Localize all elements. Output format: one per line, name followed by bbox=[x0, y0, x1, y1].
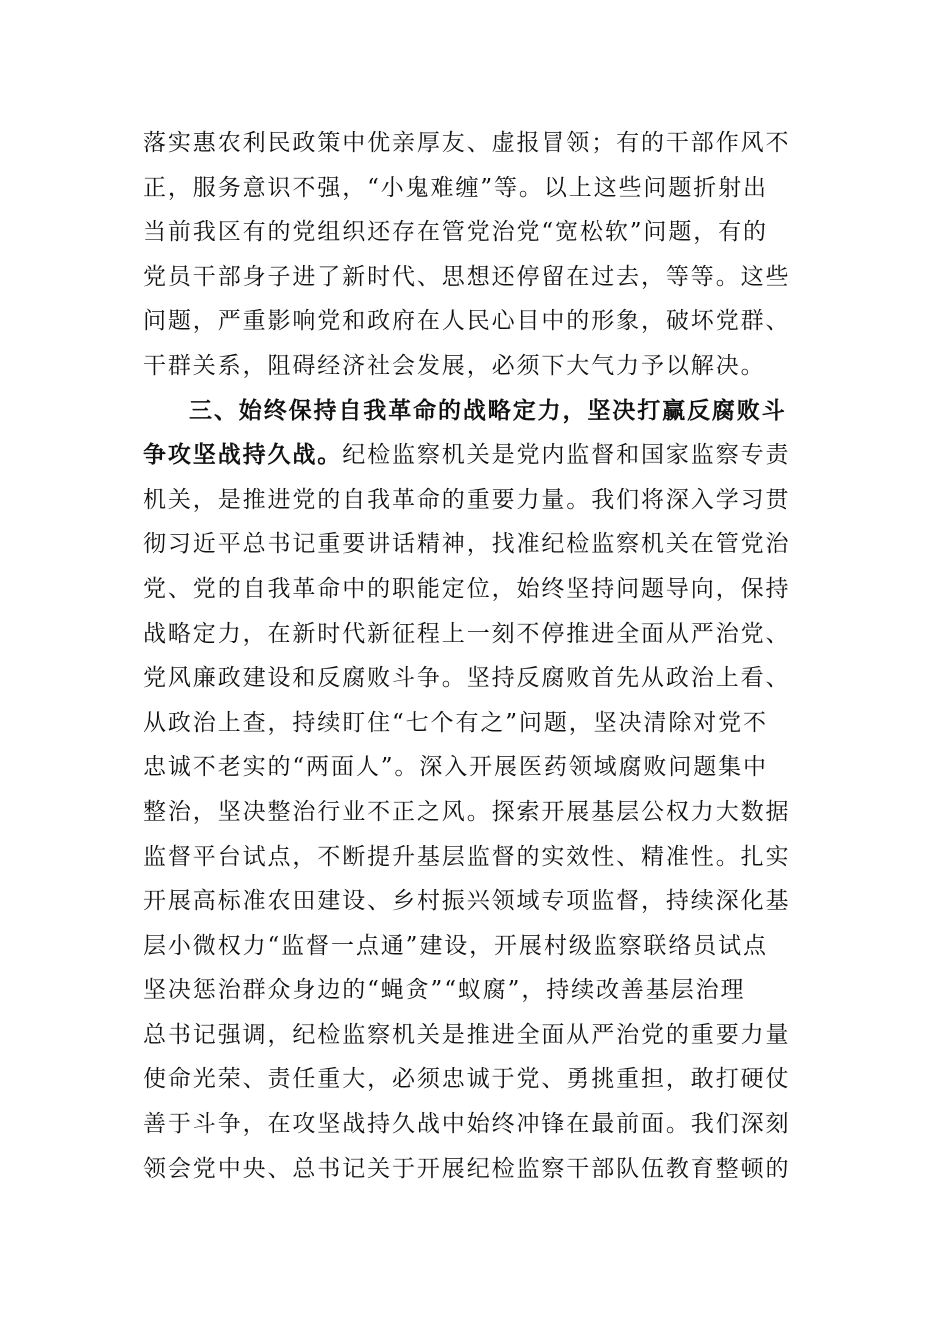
text-line: 落实惠农利民政策中优亲厚友、虚报冒领；有的干部作风不 bbox=[143, 130, 791, 156]
text-line: 坚决惩治群众身边的“蝇贪”“蚁腐”，持续改善基层治理 bbox=[143, 977, 746, 1004]
section-heading-continued: 争攻坚战持久战。 bbox=[143, 442, 343, 469]
text-line: 机关，是推进党的自我革命的重要力量。我们将深入学习贯 bbox=[143, 486, 791, 513]
text-line: 领会党中央、总书记关于开展纪检监察干部队伍教育整顿的 bbox=[143, 1155, 791, 1182]
text-line: 总书记强调，纪检监察机关是推进全面从严治党的重要力量 bbox=[143, 1021, 791, 1048]
text-line: 从政治上查，持续盯住“七个有之”问题，坚决清除对党不 bbox=[143, 709, 768, 736]
section-heading-line bbox=[143, 389, 807, 434]
text-line: 开展高标准农田建设、乡村振兴领域专项监督，持续深化基 bbox=[143, 888, 791, 915]
text-line: 战略定力，在新时代新征程上一刻不停推进全面从严治党、 bbox=[143, 620, 791, 647]
text-line: 忠诚不老实的“两面人”。深入开展医药领域腐败问题集中 bbox=[143, 754, 768, 781]
text-line: 党员干部身子进了新时代、思想还停留在过去，等等。这些 bbox=[143, 263, 791, 290]
text-line: 彻习近平总书记重要讲话精神，找准纪检监察机关在管党治 bbox=[143, 531, 791, 558]
text-line: 层小微权力“监督一点通”建设，开展村级监察联络员试点 bbox=[143, 932, 768, 959]
text-line: 党、党的自我革命中的职能定位，始终坚持问题导向，保持 bbox=[143, 575, 791, 602]
text-line: 争攻坚战持久战。纪检监察机关是党内监督和国家监察专责 bbox=[143, 442, 791, 469]
text-line: 监督平台试点，不断提升基层监督的实效性、精准性。扎实 bbox=[143, 843, 791, 870]
text-line: 整治，坚决整治行业不正之风。探索开展基层公权力大数据 bbox=[143, 798, 791, 825]
text-line: 干群关系，阻碍经济社会发展，必须下大气力予以解决。 bbox=[143, 352, 766, 379]
section-heading: 三、始终保持自我革命的战略定力，坚决打赢反腐败斗 bbox=[189, 397, 787, 424]
text-line: 正，服务意识不强，“小鬼难缠”等。以上这些问题折射出 bbox=[143, 174, 768, 201]
text-line: 党风廉政建设和反腐败斗争。坚持反腐败首先从政治上看、 bbox=[143, 665, 791, 692]
text-line: 问题，严重影响党和政府在人民心目中的形象，破坏党群、 bbox=[143, 308, 791, 335]
text-line: 当前我区有的党组织还存在管党治党“宽松软”问题，有的 bbox=[143, 219, 768, 246]
text-line: 使命光荣、责任重大，必须忠诚于党、勇挑重担，敢打硬仗 bbox=[143, 1066, 791, 1093]
body-text bbox=[143, 121, 807, 1191]
text-line: 善于斗争，在攻坚战持久战中始终冲锋在最前面。我们深刻 bbox=[143, 1111, 791, 1138]
